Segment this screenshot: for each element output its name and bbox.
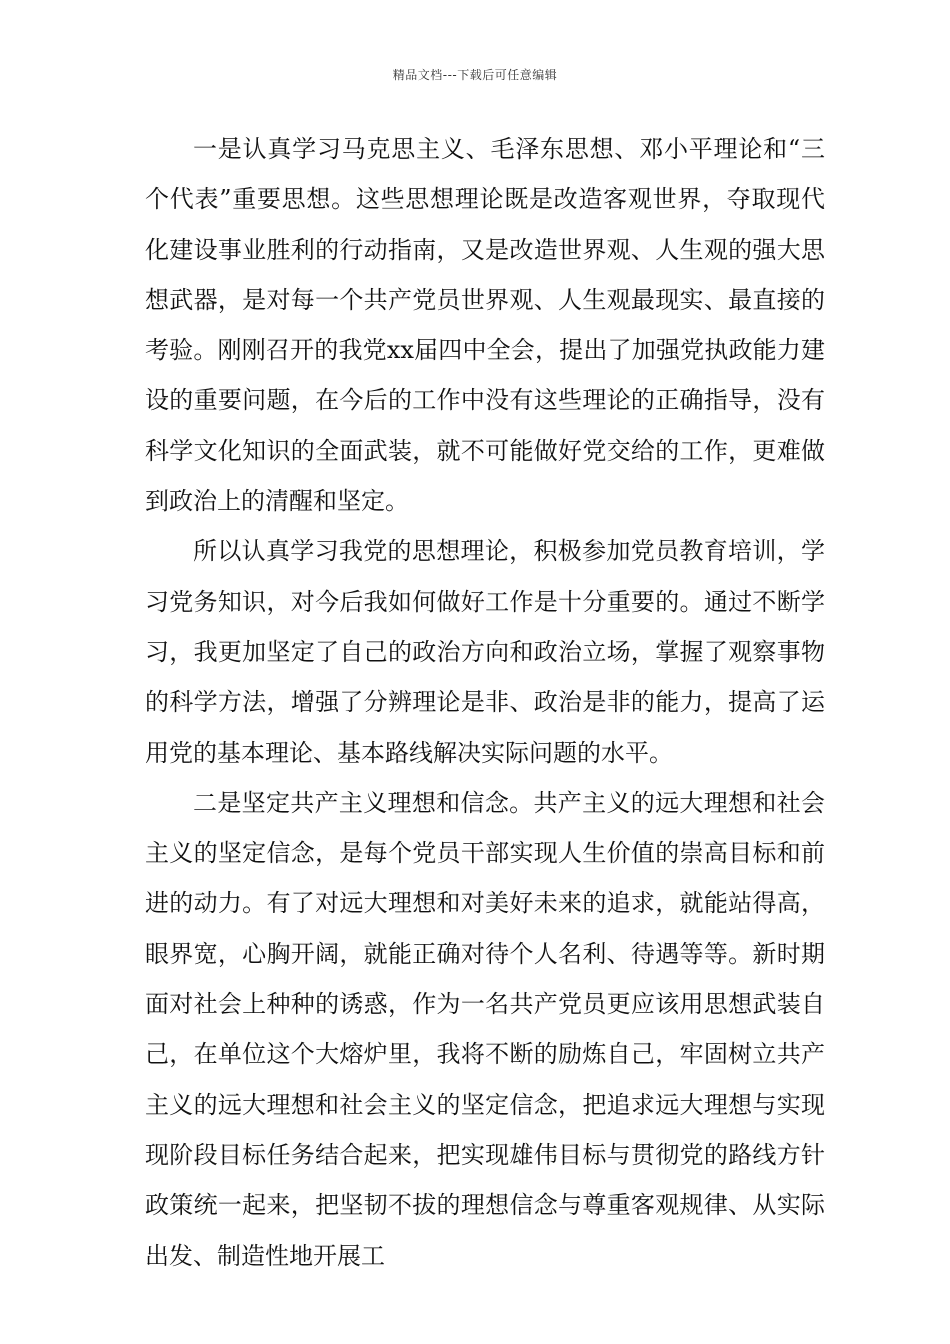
paragraph-2: 所以认真学习我党的思想理论，积极参加党员教育培训，学习党务知识，对今后我如何做好工作是十分重要的。通过不断学习，我更加坚定了自己的政治方向和政治立场，掌握了观察事物的科学方法，增强了分辨理论是非、政治是非的能力，提高了运用党的基本理论、基本路线解决实际问题的水平。 [145, 537, 825, 767]
paragraph-3: 二是坚定共产主义理想和信念。共产主义的远大理想和社会主义的坚定信念，是每个党员干部实现人生价值的崇高目标和前进的动力。有了对远大理想和对美好未来的追求，就能站得高，眼界宽，心胸开阔，就能正确对待个人名利、待遇等等。新时期面对社会上种种的诱惑，作为一名共产党员更应该用思想武装自己，在单位这个大熔炉里，我将不断的励炼自己，牢固树立共产主义的远大理想和社会主义的坚定信念，把追求远大理想与实现现阶段目标任务结合起来，把实现雄伟目标与贯彻党的路线方针政策统一起来，把坚韧不拔的理想信念与尊重客观规律、从实际出发、制造性地开展工 [145, 788, 825, 1270]
paragraph-1: 一是认真学习马克思主义、毛泽东思想、邓小平理论和“三个代表”重要思想。这些思想理论既是改造客观世界，夺取现代化建设事业胜利的行动指南，又是改造世界观、人生观的强大思想武器，是对每一个共产党员世界观、人生观最现实、最直接的考验。刚刚召开的我党xx届四中全会，提出了加强党执政能力建设的重要问题，在今后的工作中没有这些理论的正确指导，没有科学文化知识的全面武装，就不可能做好党交给的工作，更难做到政治上的清醒和坚定。 [145, 135, 825, 516]
page-header: 精品文档---下载后可任意编辑 [392, 68, 558, 82]
document-body [145, 124, 825, 1281]
